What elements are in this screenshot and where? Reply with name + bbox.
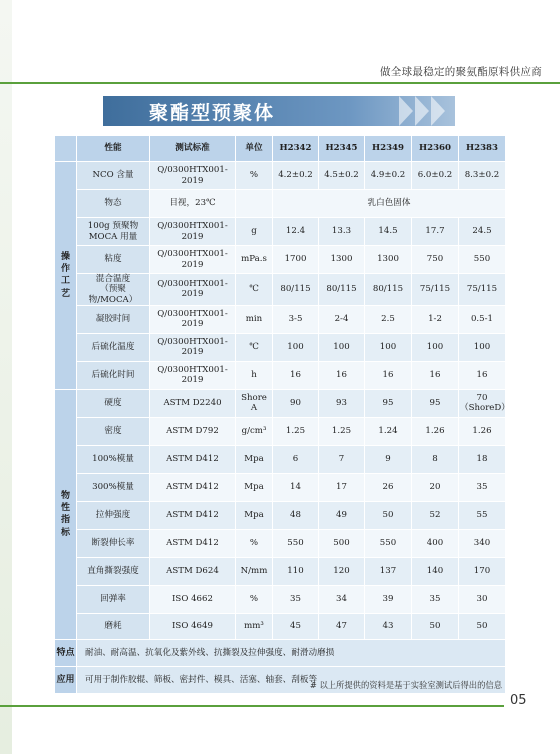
value-cell: 75/115 [412, 274, 459, 306]
value-cell: 100 [412, 333, 459, 361]
table-row [55, 274, 506, 306]
value-cell: 35 [412, 585, 459, 613]
value-cell: 34 [319, 585, 365, 613]
value-cell: 0.5-1 [459, 305, 506, 333]
property-cell: NCO 含量 [77, 162, 150, 190]
value-cell: 16 [412, 361, 459, 389]
table-row [55, 190, 506, 218]
table-row [55, 162, 506, 190]
unit-cell: % [236, 585, 273, 613]
standard-cell: Q/0300HTX001-2019 [150, 333, 236, 361]
header-divider [0, 82, 560, 84]
value-cell: 93 [319, 389, 365, 417]
value-cell: 1.25 [319, 417, 365, 445]
standard-cell: ASTM D412 [150, 529, 236, 557]
property-cell: 混合温度 （预聚物/MOCA） [77, 274, 150, 306]
property-cell: 回弹率 [77, 585, 150, 613]
value-cell: 1-2 [412, 305, 459, 333]
unit-cell [236, 190, 273, 218]
value-cell: 6 [273, 445, 319, 473]
table-row [55, 613, 506, 639]
value-cell: 100 [459, 333, 506, 361]
header-model: H2360 [412, 136, 459, 162]
standard-cell: Q/0300HTX001-2019 [150, 246, 236, 274]
value-cell: 14.5 [365, 218, 412, 246]
standard-cell: ASTM D2240 [150, 389, 236, 417]
table-row [55, 445, 506, 473]
value-cell: 2-4 [319, 305, 365, 333]
features-row [55, 639, 506, 666]
value-cell: 8 [412, 445, 459, 473]
value-cell: 100 [273, 333, 319, 361]
value-cell: 43 [365, 613, 412, 639]
value-cell: 95 [365, 389, 412, 417]
header-model: H2349 [365, 136, 412, 162]
features-text: 耐油、耐高温、抗氧化及紫外线、抗撕裂及拉伸强度、耐滑动磨损 [77, 639, 506, 666]
value-cell: 20 [412, 473, 459, 501]
value-cell: 50 [459, 613, 506, 639]
footnote: # 以上所提供的资料是基于实验室测试后得出的信息 [309, 680, 502, 690]
unit-cell: min [236, 305, 273, 333]
value-cell: 17.7 [412, 218, 459, 246]
value-cell: 16 [365, 361, 412, 389]
standard-cell: ASTM D412 [150, 473, 236, 501]
value-cell: 45 [273, 613, 319, 639]
property-cell: 粘度 [77, 246, 150, 274]
chevron-decoration-icon [415, 96, 429, 126]
value-cell: 80/115 [365, 274, 412, 306]
spec-table [54, 135, 510, 694]
header-unit: 单位 [236, 136, 273, 162]
value-cell: 35 [459, 473, 506, 501]
standard-cell: Q/0300HTX001-2019 [150, 218, 236, 246]
chevron-decoration-icon [399, 96, 413, 126]
section-banner [103, 96, 455, 126]
value-cell: 70 （ShoreD） [459, 389, 506, 417]
table-header-row [55, 136, 506, 162]
features-label: 特点 [55, 639, 77, 666]
value-cell: 35 [273, 585, 319, 613]
applications-label: 应用 [55, 666, 77, 693]
property-cell: 凝胶时间 [77, 305, 150, 333]
section-title: 聚酯型预聚体 [149, 102, 276, 124]
value-cell: 100 [365, 333, 412, 361]
table-row [55, 557, 506, 585]
value-cell: 50 [412, 613, 459, 639]
value-cell: 80/115 [273, 274, 319, 306]
value-cell: 1.24 [365, 417, 412, 445]
value-cell: 48 [273, 501, 319, 529]
property-cell: 物态 [77, 190, 150, 218]
header-model: H2345 [319, 136, 365, 162]
value-cell: 140 [412, 557, 459, 585]
table-row [55, 389, 506, 417]
property-cell: 100%模量 [77, 445, 150, 473]
property-cell: 断裂伸长率 [77, 529, 150, 557]
property-cell: 拉伸强度 [77, 501, 150, 529]
property-cell: 后硫化温度 [77, 333, 150, 361]
value-cell: 16 [319, 361, 365, 389]
value-cell: 400 [412, 529, 459, 557]
value-cell: 4.5±0.2 [319, 162, 365, 190]
unit-cell: Shore A [236, 389, 273, 417]
standard-cell: ISO 4662 [150, 585, 236, 613]
value-cell: 1.26 [412, 417, 459, 445]
standard-cell: 目视，23℃ [150, 190, 236, 218]
table-row [55, 585, 506, 613]
value-cell: 137 [365, 557, 412, 585]
value-cell: 550 [459, 246, 506, 274]
left-edge-strip [0, 0, 12, 754]
table-row [55, 218, 506, 246]
value-cell: 18 [459, 445, 506, 473]
header-tagline: 做全球最稳定的聚氨酯原料供应商 [380, 66, 542, 78]
value-cell: 49 [319, 501, 365, 529]
value-cell: 16 [273, 361, 319, 389]
unit-cell: % [236, 529, 273, 557]
standard-cell: Q/0300HTX001-2019 [150, 305, 236, 333]
group-label-process: 操 作 工 艺 [55, 162, 77, 390]
value-cell: 6.0±0.2 [412, 162, 459, 190]
value-cell: 100 [319, 333, 365, 361]
value-cell: 7 [319, 445, 365, 473]
unit-cell: g [236, 218, 273, 246]
value-cell: 4.2±0.2 [273, 162, 319, 190]
standard-cell: ASTM D412 [150, 445, 236, 473]
unit-cell: ℃ [236, 333, 273, 361]
value-cell: 340 [459, 529, 506, 557]
value-cell: 4.9±0.2 [365, 162, 412, 190]
table-row [55, 305, 506, 333]
value-cell: 1300 [365, 246, 412, 274]
unit-cell: Mpa [236, 445, 273, 473]
unit-cell: g/cm³ [236, 417, 273, 445]
value-cell: 110 [273, 557, 319, 585]
page-number: 05 [510, 693, 527, 708]
value-cell: 1.25 [273, 417, 319, 445]
value-cell: 8.3±0.2 [459, 162, 506, 190]
value-cell: 75/115 [459, 274, 506, 306]
value-cell: 12.4 [273, 218, 319, 246]
value-cell: 55 [459, 501, 506, 529]
value-cell: 30 [459, 585, 506, 613]
value-cell: 550 [365, 529, 412, 557]
value-cell: 120 [319, 557, 365, 585]
value-cell: 500 [319, 529, 365, 557]
table-row [55, 417, 506, 445]
table-row [55, 333, 506, 361]
value-cell: 14 [273, 473, 319, 501]
value-cell: 170 [459, 557, 506, 585]
standard-cell: Q/0300HTX001-2019 [150, 274, 236, 306]
value-cell: 2.5 [365, 305, 412, 333]
value-cell: 16 [459, 361, 506, 389]
table-row [55, 361, 506, 389]
header-standard: 测试标准 [150, 136, 236, 162]
value-cell: 1.26 [459, 417, 506, 445]
header-model: H2342 [273, 136, 319, 162]
property-cell: 硬度 [77, 389, 150, 417]
value-cell: 52 [412, 501, 459, 529]
standard-cell: ISO 4649 [150, 613, 236, 639]
table-row [55, 246, 506, 274]
value-cell: 3-5 [273, 305, 319, 333]
standard-cell: ASTM D412 [150, 501, 236, 529]
unit-cell: mm³ [236, 613, 273, 639]
header-corner [55, 136, 77, 162]
value-cell: 47 [319, 613, 365, 639]
standard-cell: Q/0300HTX001-2019 [150, 361, 236, 389]
standard-cell: ASTM D792 [150, 417, 236, 445]
unit-cell: % [236, 162, 273, 190]
value-cell: 750 [412, 246, 459, 274]
merged-value-cell: 乳白色固体 [273, 190, 506, 218]
value-cell: 50 [365, 501, 412, 529]
unit-cell: ℃ [236, 274, 273, 306]
value-cell: 80/115 [319, 274, 365, 306]
value-cell: 9 [365, 445, 412, 473]
value-cell: 90 [273, 389, 319, 417]
standard-cell: Q/0300HTX001-2019 [150, 162, 236, 190]
chevron-decoration-icon [431, 96, 445, 126]
unit-cell: Mpa [236, 473, 273, 501]
value-cell: 39 [365, 585, 412, 613]
group-label-physical: 物 性 指 标 [55, 389, 77, 639]
property-cell: 后硫化时间 [77, 361, 150, 389]
property-cell: 100g 预聚物 MOCA 用量 [77, 218, 150, 246]
value-cell: 550 [273, 529, 319, 557]
property-cell: 磨耗 [77, 613, 150, 639]
table-row [55, 529, 506, 557]
standard-cell: ASTM D624 [150, 557, 236, 585]
value-cell: 1300 [319, 246, 365, 274]
unit-cell: h [236, 361, 273, 389]
value-cell: 13.3 [319, 218, 365, 246]
unit-cell: mPa.s [236, 246, 273, 274]
property-cell: 直角撕裂强度 [77, 557, 150, 585]
value-cell: 26 [365, 473, 412, 501]
unit-cell: N/mm [236, 557, 273, 585]
table-row [55, 501, 506, 529]
property-cell: 300%模量 [77, 473, 150, 501]
value-cell: 24.5 [459, 218, 506, 246]
unit-cell: Mpa [236, 501, 273, 529]
value-cell: 17 [319, 473, 365, 501]
header-model: H2383 [459, 136, 506, 162]
header-property: 性能 [77, 136, 150, 162]
table-row [55, 473, 506, 501]
value-cell: 1700 [273, 246, 319, 274]
footer-divider [0, 705, 504, 707]
value-cell: 95 [412, 389, 459, 417]
property-cell: 密度 [77, 417, 150, 445]
applications-text: 可用于制作胶辊、筛板、密封件、模具、活塞、轴套、刮板等 [77, 666, 506, 693]
